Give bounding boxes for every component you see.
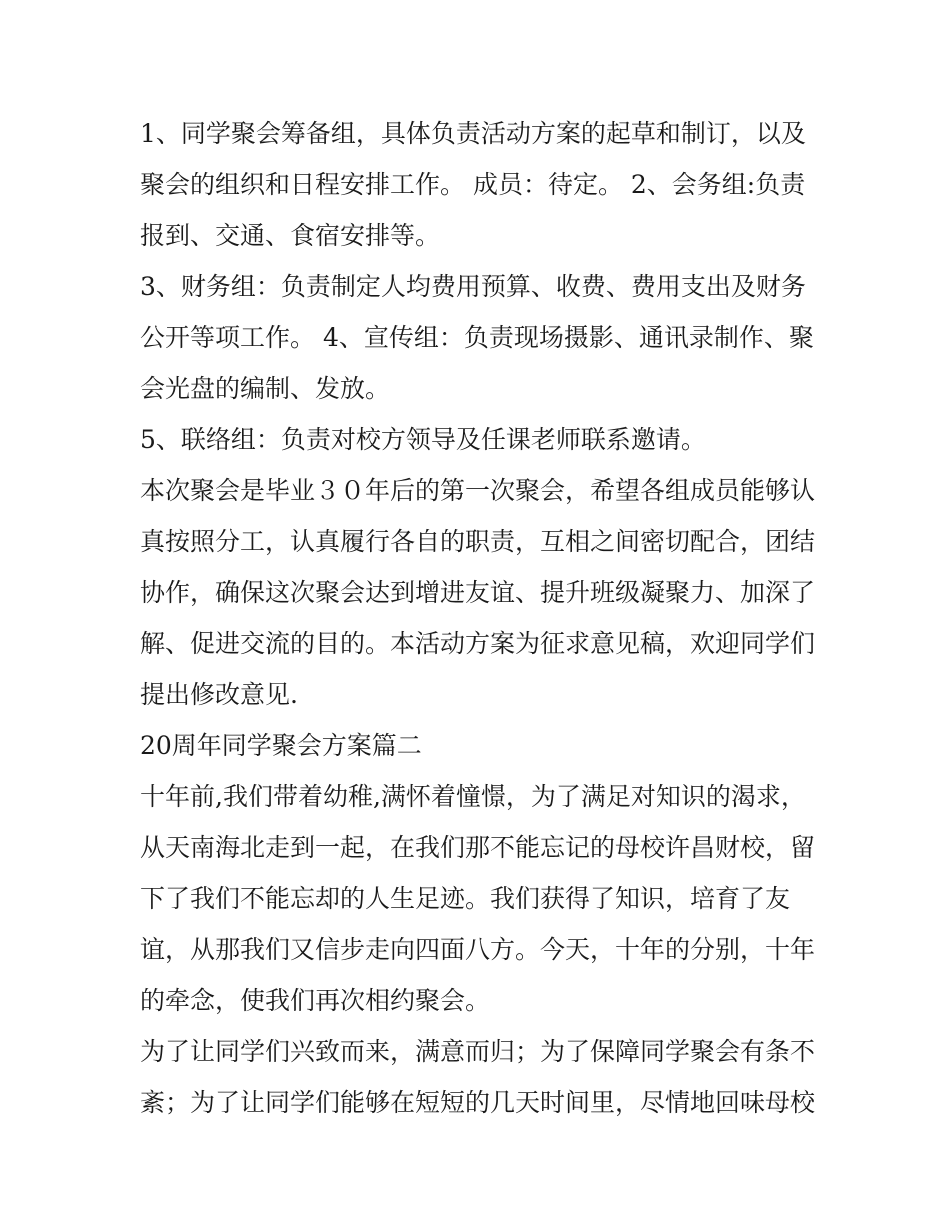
paragraph-closing-remarks: 本次聚会是毕业３０年后的第一次聚会，希望各组成员能够认真按照分工，认真履行各自的职责，互相之间密切配合，团结协作，确保这次聚会达到增进友谊、提升班级凝聚力、加深了解、促进交流的目的。本活动方案为征求意见稿，欢迎同学们提出修改意见. <box>140 476 816 709</box>
section-heading: 20周年同学聚会方案篇二 <box>140 731 422 760</box>
document-body <box>140 108 820 1128</box>
paragraph-work-groups-1: 1、同学聚会筹备组，具体负责活动方案的起草和制订，以及聚会的组织和日程安排工作。 成员：待定。 2、会务组:负责报到、交通、食宿安排等。 <box>140 119 806 250</box>
paragraph-ten-years-ago: 十年前,我们带着幼稚,满怀着憧憬，为了满足对知识的渴求，从天南海北走到一起，在我们那不能忘记的母校许昌财校，留下了我们不能忘却的人生足迹。我们获得了知识，培育了友谊，从那我们又信步走向四面八方。今天，十年的分别，十年的牵念，使我们再次相约聚会。 <box>140 782 816 1015</box>
paragraph-liaison-group: 5、联络组：负责对校方领导及任课老师联系邀请。 <box>140 425 706 454</box>
paragraph-purpose: 为了让同学们兴致而来，满意而归；为了保障同学聚会有条不紊；为了让同学们能够在短短的几天时间里，尽情地回味母校 <box>140 1037 816 1117</box>
paragraph-work-groups-2: 3、财务组：负责制定人均费用预算、收费、费用支出及财务公开等项工作。 4、宣传组：负责现场摄影、通讯录制作、聚会光盘的编制、发放。 <box>140 272 814 403</box>
